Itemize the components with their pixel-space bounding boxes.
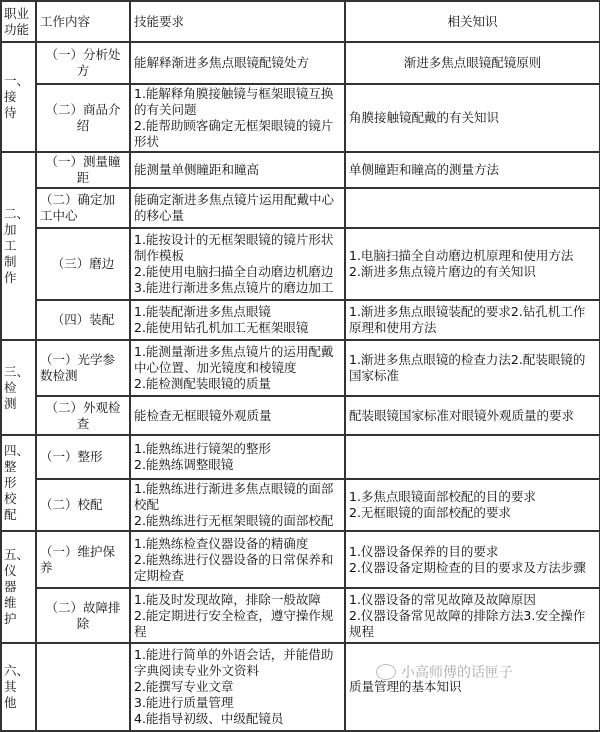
related-knowledge: 质量管理的基本知识 (345, 643, 600, 731)
section-title: 五、 仪 器 维 护 (1, 531, 36, 643)
table-row (1, 531, 600, 588)
skill-requirement: 1.能熟练进行镜架的整形 2.能熟练调整眼镜 (130, 435, 345, 479)
table-row (1, 479, 600, 531)
work-content: （二）商品介绍 (36, 84, 130, 152)
header-content: 工作内容 (36, 1, 130, 42)
section-title: 三、 检 测 (1, 340, 36, 435)
work-content: （一）光学参数检测 (36, 340, 130, 396)
related-knowledge: 1.渐进多焦点眼镜的检查力法2.配装眼镜的国家标准 (345, 340, 600, 396)
header-skill: 技能要求 (130, 1, 345, 42)
skill-requirement: 1.能熟练进行渐进多焦点眼镜的面部校配 2.能熟练进行无框架眼镜的面部校配 (130, 479, 345, 531)
work-content: （四）装配 (36, 300, 130, 340)
table-row (1, 42, 600, 84)
work-content (36, 643, 130, 731)
related-knowledge: 1.多焦点眼镜面部校配的目的要求 2.无框眼镜的面部校配的要求 (345, 479, 600, 531)
section-title: 六、 其 他 (1, 643, 36, 731)
work-content: （二）故障排除 (36, 588, 130, 643)
skill-requirement: 1.能熟练检查仪器设备的精确度 2.能熟练进行仪器设备的日常保养和定期检查 (130, 531, 345, 588)
related-knowledge (345, 435, 600, 479)
skill-requirement: 1.能装配渐进多焦点眼镜 2.能使用钻孔机加工无框架眼镜 (130, 300, 345, 340)
work-content: （一）分析处方 (36, 42, 130, 84)
header-row (1, 1, 600, 42)
skill-requirement: 1.能及时发现故障，排除一般故障 2.能定期进行安全检查，遵守操作规程 (130, 588, 345, 643)
related-knowledge: 角膜接触镜配戴的有关知识 (345, 84, 600, 152)
skill-requirement: 能确定渐进多焦点镜片运用配戴中心的移心量 (130, 188, 345, 228)
work-content: （二）外观检查 (36, 396, 130, 435)
related-knowledge: 1.渐进多焦点眼镜装配的要求2.钻孔机工作原理和使用方法 (345, 300, 600, 340)
table-row (1, 340, 600, 396)
section-title: 四、 整 形 校 配 (1, 435, 36, 531)
skill-requirement: 1.能测量渐进多焦点镜片的运用配戴中心位置、加光镜度和棱镜度 2.能检测配装眼镜的质量 (130, 340, 345, 396)
work-content: （一）维护保养 (36, 531, 130, 588)
table-row (1, 152, 600, 188)
work-content: （一）整形 (36, 435, 130, 479)
section-title: 二、 加 工 制 作 (1, 152, 36, 340)
table-row (1, 396, 600, 435)
work-content: （二）确定加工中心 (36, 188, 130, 228)
related-knowledge: 配装眼镜国家标准对眼镜外观质量的要求 (345, 396, 600, 435)
work-content: （三）磨边 (36, 228, 130, 300)
wechat-icon (376, 664, 396, 680)
related-knowledge: 1.电脑扫描全自动磨边机原理和使用方法 2.渐进多焦点镜片磨边的有关知识 (345, 228, 600, 300)
work-content: （一）测量瞳距 (36, 152, 130, 188)
table-row (1, 435, 600, 479)
skill-requirement: 1.能解释角膜接触镜与框架眼镜互换的有关问题 2.能帮助顾客确定无框架眼镜的镜片形状 (130, 84, 345, 152)
skill-requirement: 能解释渐进多焦点眼镜配镜处方 (130, 42, 345, 84)
skill-requirement: 1.能按设计的无框架眼镜的镜片形状制作模板 2.能使用电脑扫描全自动磨边机磨边3.能进行渐进多焦点镜片的磨边加工 (130, 228, 345, 300)
work-content: （二）校配 (36, 479, 130, 531)
watermark (376, 662, 513, 682)
related-knowledge: 1.仪器设备的常见故障及故障原因 2.仪器设备常见故障的排除方法3.安全操作规程 (345, 588, 600, 643)
section-title: 一、 接 待 (1, 42, 36, 152)
skill-requirement: 能检查无框眼镜外观质量 (130, 396, 345, 435)
related-knowledge: 1.仪器设备保养的目的要求 2.仪器设备定期检查的目的要求及方法步骤 (345, 531, 600, 588)
table-row (1, 228, 600, 300)
watermark-text: 小高师傅的话匣子 (401, 665, 513, 681)
table-row (1, 643, 600, 731)
table-row (1, 188, 600, 228)
table-row (1, 588, 600, 643)
related-knowledge: 单侧瞳距和瞳高的测量方法 (345, 152, 600, 188)
header-function: 职业 功能 (1, 1, 36, 42)
table-row (1, 84, 600, 152)
related-knowledge: 渐进多焦点眼镜配镜原则 (345, 42, 600, 84)
table-row (1, 300, 600, 340)
skill-requirement: 1.能进行简单的外语会话，并能借助字典阅读专业外文资料 2.能撰写专业文章 3.能进行质量管理 4.能指导初级、中级配镜员 (130, 643, 345, 731)
header-knowledge: 相关知识 (345, 1, 600, 42)
skill-requirement: 能测量单侧瞳距和瞳高 (130, 152, 345, 188)
related-knowledge (345, 188, 600, 228)
